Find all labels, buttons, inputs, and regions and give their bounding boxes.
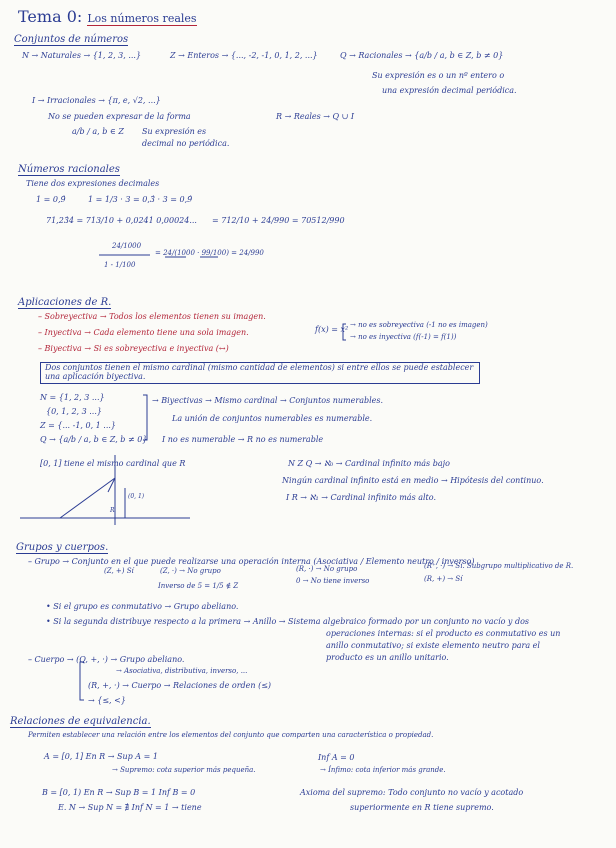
cardinal-line-1: N Z Q → ℵ₀ → Cardinal infinito más bajo [288,459,450,468]
title-tema: Tema 0: [18,7,83,26]
irracionales-note-3: decimal no periódica. [142,139,230,148]
irracionales-note-1: No se pueden expresar de la forma [48,112,191,121]
fx-note-a: → no es sobreyectiva (-1 no es imagen) [350,321,488,329]
fx-example: f(x) = x² [315,325,349,334]
irracionales-frac: a/b / a, b ∈ Z [72,127,124,136]
axioma-supremo-2: superiormente en R tiene supremo. [350,803,494,812]
racionales-line-1: Tiene dos expresiones decimales [26,179,160,188]
infimo-definition: → Ínfimo: cota inferior más grande. [320,766,446,774]
conjunto-n-definition: E. N → Sup N = ∄ Inf N = 1 → tiene [58,803,202,812]
brace-mark [143,395,147,440]
numerable-set-3: Z = {... -1, 0, 1 ...} [40,421,117,430]
set-enteros: Z → Enteros → {..., -2, -1, 0, 1, 2, ...} [170,51,318,60]
brace-mark [80,662,84,700]
grupo-example-3b: 0 → No tiene inverso [296,577,370,585]
section-heading-grupos: Grupos y cuerpos. [16,542,109,553]
graph-label-r: R [110,507,115,514]
conjunto-a-definition: A = [0, 1] En R → Sup A = 1 [44,752,158,761]
numerable-note-1: → Biyectivas → Mismo cardinal → Conjuntos numerables. [152,396,384,405]
numerable-note-3: I no es numerable → R no es numerable [162,435,324,444]
cuerpo-orden: (R, +, ·) → Cuerpo → Relaciones de orden (≤) [88,681,272,690]
cuerpo-relaciones: → {≤, <} [88,696,126,705]
cuerpo-properties: → Asociativa, distributiva, inverso, ... [116,667,248,675]
racionales-note-2: una expresión decimal periódica. [382,86,517,95]
interval-cardinal: [0, 1] tiene el mismo cardinal que R [40,459,186,468]
conjunto-b-definition: B = [0, 1) En R → Sup B = 1 Inf B = 0 [42,788,196,797]
page-title [18,8,197,26]
section-heading-relaciones: Relaciones de equivalencia. [10,716,151,727]
supremo-definition: → Supremo: cota superior más pequeña. [112,766,256,774]
aplicacion-sobreyectiva: – Sobreyectiva → Todos los elementos tienen su imagen. [38,312,266,321]
section-heading-aplicaciones: Aplicaciones de R. [18,297,112,308]
cardinal-definition-box: Dos conjuntos tienen el mismo cardinal (mismo cantidad de elementos) si entre ellos se puede establecer una aplicación biyectiva. [40,362,480,384]
racionales-line-3b: = 712/10 + 24/990 = 70512/990 [212,216,345,225]
graph-line [60,478,115,518]
set-irracionales: I → Irracionales → {π, e, √2, ...} [32,96,161,105]
numerable-note-2: La unión de conjuntos numerables es numerable. [172,414,373,423]
grupo-example-4b: (R, +) → Sí [424,575,463,583]
cardinal-line-2: Ningún cardinal infinito está en medio → Hipótesis del continuo. [282,476,544,485]
irracionales-note-2: Su expresión es [142,127,207,136]
section-heading-conjuntos: Conjuntos de números [14,34,129,45]
set-racionales: Q → Racionales → {a/b / a, b ∈ Z, b ≠ 0} [340,51,504,60]
anillo-line-1: • Si la segunda distribuye respecto a la primera → Anillo → Sistema algebraico formado por un conjunto no vacío y dos [46,617,530,626]
racionales-line-2a: 1 = 0,9̂ [36,195,66,204]
anillo-line-3: anillo conmutativo; si existe elemento neutro para el [326,641,540,650]
aplicacion-biyectiva: – Biyectiva → Si es sobreyectiva e inyectiva (↔) [38,344,229,353]
racionales-frac-top: 24/1000 [112,242,142,250]
cuerpo-definition: – Cuerpo → (Q, +, ·) → Grupo abeliano. [28,655,185,664]
racionales-frac-mid: = 24/(1000 · 99/100) = 24/990 [155,249,264,257]
grupo-example-2b: Inverso de 5 = 1/5 ∉ Z [158,582,239,590]
grupo-definition: – Grupo → Conjunto en el que puede realizarse una operación interna (Asociativa / Elemento neutro / inverso) [28,557,475,566]
graph-label-interval: (0, 1) [128,493,145,500]
aplicacion-inyectiva: – Inyectiva → Cada elemento tiene una sola imagen. [38,328,249,337]
set-naturales: N → Naturales → {1, 2, 3, ...} [22,51,142,60]
numerable-set-4: Q → {a/b / a, b ∈ Z, b ≠ 0} [40,435,148,444]
numerable-set-1: N = {1, 2, 3 ...} [40,393,105,402]
grupo-example-1: (Z, +) Sí [104,567,134,575]
infimo-a: Inf A = 0 [318,753,355,762]
racionales-note-1: Su expresión es o un nº entero o [372,71,505,80]
set-reales: R → Reales → Q ∪ I [276,112,355,121]
grupo-example-4: (R⁺, ·) → Sí. Subgrupo multiplicativo de R. [424,562,574,570]
anillo-line-4: producto es un anillo unitario. [326,653,449,662]
grupo-example-3: (R, ·) → No grupo [296,565,358,573]
numerable-set-2: {0, 1, 2, 3 ...} [46,407,102,416]
racionales-line-3a: 71,23̂4 = 713/10 + 0,0241 0,00024... [46,216,197,225]
title-subtitle: Los números reales [87,12,197,25]
anillo-line-2: operaciones internas: si el producto es conmutativo es un [326,629,561,638]
grupo-abeliano: • Si el grupo es conmutativo → Grupo abeliano. [46,602,239,611]
axioma-supremo-1: Axioma del supremo: Todo conjunto no vacío y acotado [300,788,524,797]
racionales-line-2b: 1 = 1/3 · 3 = 0,3̂ · 3 = 0,9̂ [88,195,193,204]
racionales-frac-bot: 1 - 1/100 [104,261,136,269]
cardinal-line-3: I R → ℵ₁ → Cardinal infinito más alto. [286,493,436,502]
grupo-example-2: (Z, ·) → No grupo [160,567,221,575]
relaciones-definition: Permiten establecer una relación entre los elementos del conjunto que comparten una característica o propiedad. [28,731,434,739]
fx-note-b: → no es inyectiva (f(-1) = f(1)) [350,333,457,341]
section-heading-racionales: Números racionales [18,164,120,175]
